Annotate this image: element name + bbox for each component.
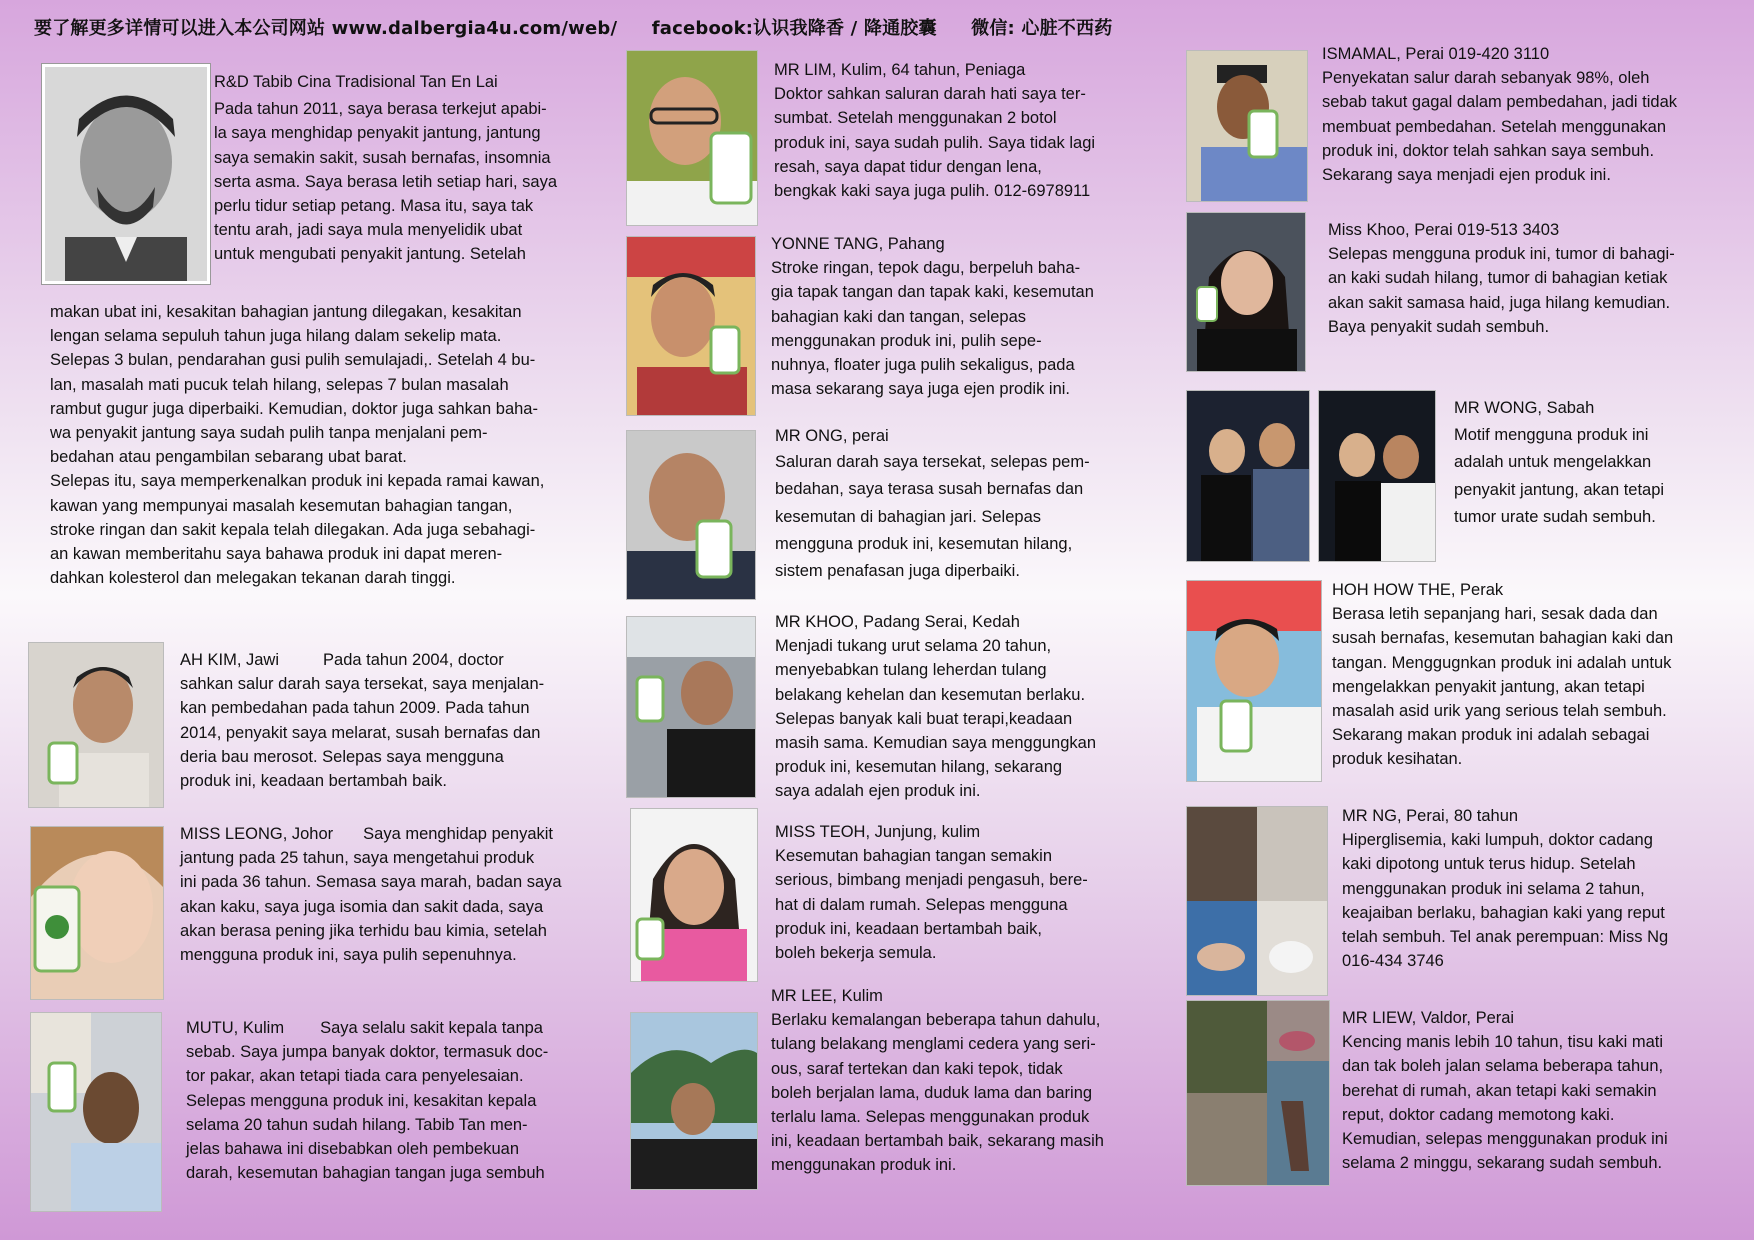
photo-mr-wong-2 — [1318, 390, 1436, 562]
testimonial-mutu — [186, 1016, 586, 1185]
text-line: makan ubat ini, kesakitan bahagian jantung dilegakan, kesakitan — [50, 303, 522, 321]
text-line: sebab. Saya jumpa banyak doktor, termasuk doc- — [186, 1043, 549, 1062]
testimonial-miss-leong — [180, 822, 580, 967]
text-line: Selepas 3 bulan, pendarahan gusi pulih semulajadi,. Setelah 4 bu- — [50, 351, 536, 370]
text-line: lengan selama sepuluh tahun juga hilang dalam sekelip mata. — [50, 327, 502, 346]
portrait-tan-en-lai — [42, 64, 210, 284]
testimonial-mr-khoo — [775, 610, 1155, 804]
header-bar — [34, 14, 1140, 40]
text-line: Selepas mengguna produk ini, kesakitan kepala — [186, 1091, 537, 1110]
text-line: keajaiban berlaku, bahagian kaki yang reput — [1342, 903, 1665, 922]
text-line: belakang kehelan dan kesemutan berlaku. — [775, 685, 1086, 704]
text-line: akan berasa pening jika terhidu bau kimia, setelah — [180, 921, 547, 940]
text-line: bengkak kaki saya juga pulih. 012-6978911 — [774, 182, 1091, 201]
text-line: dahkan kolesterol dan melegakan tekanan darah tinggi. — [50, 569, 456, 588]
text-line: kan pembedahan pada tahun 2009. Pada tahun — [180, 699, 530, 718]
text-line: mengguna produk ini, saya pulih sepenuhnya. — [180, 946, 517, 965]
text-line: MUTU, Kulim Saya selalu sakit kepala tanpa — [186, 1019, 543, 1037]
photo-ismamal — [1186, 50, 1308, 202]
photo-mr-lim — [626, 50, 758, 226]
text-line: MISS LEONG, Johor Saya menghidap penyakit — [180, 825, 554, 843]
text-line: sistem penafasan juga diperbaiki. — [775, 562, 1020, 581]
text-line: Doktor sahkan saluran darah hati saya ter- — [774, 85, 1086, 104]
text-line: untuk mengubati penyakit jantung. Setelah — [214, 245, 526, 264]
photo-mr-ong — [626, 430, 756, 600]
name-mutu: MUTU, Kulim — [186, 1019, 285, 1037]
text-line: Selepas itu, saya memperkenalkan produk ini kepada ramai kawan, — [50, 472, 545, 491]
text-line: telah sembuh. Tel anak perempuan: Miss Ng — [1342, 928, 1669, 947]
testimonial-mr-liew — [1342, 1006, 1742, 1175]
text-line: masa sekarang saya juga ejen prodik ini. — [771, 380, 1071, 399]
photo-mr-wong-1 — [1186, 390, 1310, 562]
text-line: selama 2 minggu, sekarang sudah sembuh. — [1342, 1154, 1663, 1173]
photo-miss-leong — [30, 826, 164, 1000]
text-line: sumbat. Setelah menggunakan 2 botol — [774, 109, 1057, 128]
text-line: selama 20 tahun sudah hilang. Tabib Tan men- — [186, 1115, 528, 1134]
photo-mr-khoo — [626, 616, 756, 798]
photo-yonne-tang — [626, 236, 756, 416]
name-miss-khoo: Miss Khoo, Perai 019-513 3403 — [1328, 221, 1560, 239]
text-line: gia tapak tangan dan tapak kaki, kesemutan — [771, 283, 1094, 302]
name-mr-lee: MR LEE, Kulim — [771, 987, 883, 1005]
text-line: la saya menghidap penyakit jantung, jantung — [214, 124, 541, 143]
text-line: bedahan, saya terasa susah bernafas dan — [775, 480, 1084, 499]
text-line: produk ini, saya sudah pulih. Saya tidak lagi — [774, 133, 1096, 152]
name-miss-teoh: MISS TEOH, Junjung, kulim — [775, 823, 981, 841]
text-line: Kencing manis lebih 10 tahun, tisu kaki mati — [1342, 1033, 1664, 1052]
text-line: akan kaku, saya juga isomia dan sakit dada, saya — [180, 897, 544, 916]
photo-mr-lee — [630, 1012, 758, 1190]
photo-miss-khoo — [1186, 212, 1306, 372]
text-line: sebab takut gagal dalam pembedahan, jadi tidak — [1322, 93, 1677, 112]
text-line: menyebabkan tulang leherdan tulang — [775, 661, 1047, 680]
text-line: mengguna produk ini, kesemutan hilang, — [775, 534, 1073, 553]
text-line: reput, doktor cadang memotong kaki. — [1342, 1105, 1615, 1124]
text-line: penyakit jantung, akan tetapi — [1454, 480, 1665, 499]
text-line: 016-434 3746 — [1342, 952, 1444, 971]
text-line: berehat di rumah, akan tetapi kaki semakin — [1342, 1081, 1657, 1100]
name-yonne-tang: YONNE TANG, Pahang — [771, 235, 945, 253]
testimonial-ah-kim — [180, 648, 580, 793]
text-line: boleh bekerja semula. — [775, 944, 937, 963]
photo-ah-kim — [28, 642, 164, 808]
testimonial-miss-khoo — [1328, 218, 1728, 339]
text-line: tulang belakang menglami cedera yang seri- — [771, 1035, 1096, 1054]
text-line: masalah asid urik yang serious telah sembuh. — [1332, 702, 1667, 721]
text-line: jantung pada 25 tahun, saya mengetahui produk — [180, 849, 535, 868]
text-line: produk ini, kesemutan hilang, sekarang — [775, 758, 1063, 777]
text-line: AH KIM, Jawi Pada tahun 2004, doctor — [180, 651, 504, 669]
text-line: Berlaku kemalangan beberapa tahun dahulu, — [771, 1011, 1101, 1030]
photo-hoh-how-the — [1186, 580, 1322, 782]
text-line: perlu tidur setiap petang. Masa itu, saya tak — [214, 197, 534, 216]
name-mr-liew: MR LIEW, Valdor, Perai — [1342, 1009, 1515, 1027]
text-line: menggunakan produk ini, pulih sepe- — [771, 331, 1042, 350]
text-line: Sekarang makan produk ini adalah sebagai — [1332, 726, 1650, 745]
name-ismamal: ISMAMAL, Perai 019-420 3110 — [1322, 45, 1550, 63]
text-line: menggunakan produk ini. — [771, 1156, 957, 1175]
text-line: kawan yang mempunyai masalah kesemutan bahagian tangan, — [50, 496, 513, 515]
text-line: tumor urate sudah sembuh. — [1454, 507, 1656, 526]
testimonial-tan-cont — [50, 300, 590, 590]
text-line: membuat pembedahan. Setelah menggunakan — [1322, 117, 1666, 136]
name-mr-lim: MR LIM, Kulim, 64 tahun, Peniaga — [774, 61, 1026, 79]
testimonial-miss-teoh — [775, 820, 1145, 965]
photo-mr-ng — [1186, 806, 1328, 996]
text-line: akan sakit samasa haid, juga hilang kemudian. — [1328, 293, 1671, 312]
testimonial-mr-lim — [774, 58, 1144, 203]
text-line: produk kesihatan. — [1332, 750, 1463, 769]
text-line: kesemutan di bahagian jari. Selepas — [775, 507, 1042, 526]
text-line: Motif mengguna produk ini — [1454, 426, 1649, 445]
text-line: resah, saya dapat tidur dengan lena, — [774, 157, 1042, 176]
photo-miss-teoh — [630, 808, 758, 982]
text-line: an kaki sudah hilang, tumor di bahagian ketiak — [1328, 269, 1668, 288]
text-line: Kesemutan bahagian tangan semakin — [775, 847, 1053, 866]
name-ah-kim: AH KIM, Jawi — [180, 651, 280, 669]
name-mr-ng: MR NG, Perai, 80 tahun — [1342, 807, 1519, 825]
wechat-info: 微信: 心脏不西药 — [971, 18, 1113, 39]
text-line: Kemudian, selepas menggunakan produk ini — [1342, 1130, 1668, 1149]
name-tan: R&D Tabib Cina Tradisional Tan En Lai — [214, 73, 498, 91]
text-line: saya adalah ejen produk ini. — [775, 782, 981, 801]
text-line: ini, keadaan bertambah baik, sekarang masih — [771, 1132, 1104, 1151]
name-mr-wong: MR WONG, Sabah — [1454, 399, 1595, 417]
text-line: tentu arah, jadi saya mula menyelidik ubat — [214, 221, 523, 240]
name-mr-khoo: MR KHOO, Padang Serai, Kedah — [775, 613, 1020, 631]
testimonial-mr-lee — [771, 984, 1151, 1178]
text-line: Menjadi tukang urut selama 20 tahun, — [775, 637, 1052, 656]
photo-mutu — [30, 1012, 162, 1212]
website-info: 要了解更多详情可以进入本公司网站 www.dalbergia4u.com/web/ — [34, 18, 618, 39]
text-line: Baya penyakit sudah sembuh. — [1328, 317, 1550, 336]
text-line: Stroke ringan, tepok dagu, berpeluh baha- — [771, 259, 1081, 278]
text-line: 2014, penyakit saya melarat, susah bernafas dan — [180, 723, 541, 742]
testimonial-yonne-tang — [771, 232, 1151, 401]
text-line: Selepas mengguna produk ini, tumor di bahagi- — [1328, 245, 1675, 264]
testimonial-mr-ong — [775, 424, 1145, 583]
text-line: bahagian kaki dan tangan, selepas — [771, 307, 1027, 326]
text-line: Pada tahun 2011, saya berasa terkejut apabi- — [214, 100, 547, 119]
text-line: jelas bahawa ini disebabkan oleh pembekuan — [186, 1140, 519, 1159]
text-line: wa penyakit jantung saya sudah pulih tanpa menjalani pem- — [50, 424, 488, 443]
text-line: Hiperglisemia, kaki lumpuh, doktor cadang — [1342, 831, 1653, 850]
text-line: adalah untuk mengelakkan — [1454, 453, 1652, 472]
text-line: Selepas banyak kali buat terapi,keadaan — [775, 709, 1073, 728]
text-line: Berasa letih sepanjang hari, sesak dada dan — [1332, 605, 1658, 624]
text-line: hat di dalam rumah. Selepas mengguna — [775, 895, 1068, 914]
text-line: lan, masalah mati pucuk telah hilang, selepas 7 bulan masalah — [50, 375, 509, 394]
text-line: menggunakan produk ini selama 2 tahun, — [1342, 879, 1645, 898]
text-line: produk ini, doktor telah sahkan saya sembuh. — [1322, 141, 1655, 160]
text-line: dan tak boleh jalan selama beberapa tahun, — [1342, 1057, 1664, 1076]
photo-mr-liew — [1186, 1000, 1330, 1186]
text-line: Penyekatan salur darah sebanyak 98%, oleh — [1322, 69, 1650, 88]
text-line: stroke ringan dan sakit kepala telah dilegakan. Ada juga sebahagi- — [50, 520, 536, 539]
text-line: produk ini, keadaan bertambah baik, — [775, 919, 1042, 938]
facebook-info: facebook:认识我降香 / 降通胶囊 — [651, 18, 937, 39]
text-line: produk ini, keadaan bertambah baik. — [180, 772, 447, 791]
text-line: deria bau merosot. Selepas saya mengguna — [180, 747, 504, 766]
text-line: boleh berjalan lama, duduk lama dan baring — [771, 1083, 1093, 1102]
testimonial-mr-wong — [1454, 396, 1734, 529]
text-line: ini pada 36 tahun. Semasa saya marah, badan saya — [180, 873, 562, 892]
text-line: bedahan atau pengambilan sebarang ubat barat. — [50, 448, 407, 467]
text-line: rambut gugur juga diperbaiki. Kemudian, doktor juga sahkan baha- — [50, 399, 538, 418]
testimonial-hoh-how-the — [1332, 578, 1732, 772]
text-line: Sekarang saya menjadi ejen produk ini. — [1322, 166, 1611, 185]
text-line: Saluran darah saya tersekat, selepas pem- — [775, 453, 1090, 472]
text-line: kaki dipotong untuk terus hidup. Setelah — [1342, 855, 1636, 874]
text-line: saya semakin sakit, susah bernafas, insomnia — [214, 148, 551, 167]
text-line: masih sama. Kemudian saya menggungkan — [775, 734, 1097, 753]
text-line: tor pakar, akan tetapi tiada cara penyelesaian. — [186, 1067, 524, 1086]
testimonial-ismamal — [1322, 42, 1722, 187]
text-line: an kawan memberitahu saya bahawa produk ini dapat meren- — [50, 545, 503, 564]
text-line: serious, bimbang menjadi pengasuh, bere- — [775, 871, 1088, 890]
text-line: terlalu lama. Selepas menggunakan produk — [771, 1108, 1090, 1127]
name-miss-leong: MISS LEONG, Johor — [180, 825, 334, 843]
text-line: mengelakkan penyakit jantung, akan tetapi — [1332, 677, 1645, 696]
testimonial-tan — [214, 70, 574, 267]
text-line: sahkan salur darah saya tersekat, saya menjalan- — [180, 675, 545, 694]
testimonial-mr-ng — [1342, 804, 1742, 973]
name-mr-ong: MR ONG, perai — [775, 427, 889, 445]
text-line: susah bernafas, kesemutan bahagian kaki dan — [1332, 629, 1674, 648]
name-hoh-how-the: HOH HOW THE, Perak — [1332, 581, 1504, 599]
text-line: tangan. Menggugnkan produk ini adalah untuk — [1332, 653, 1672, 672]
text-line: ous, saraf tertekan dan kaki tepok, tidak — [771, 1059, 1063, 1078]
text-line: darah, kesemutan bahagian tangan juga sembuh — [186, 1164, 545, 1183]
text-line: nuhnya, floater juga pulih sekaligus, pada — [771, 356, 1075, 375]
text-line: serta asma. Saya berasa letih setiap hari, saya — [214, 172, 558, 191]
